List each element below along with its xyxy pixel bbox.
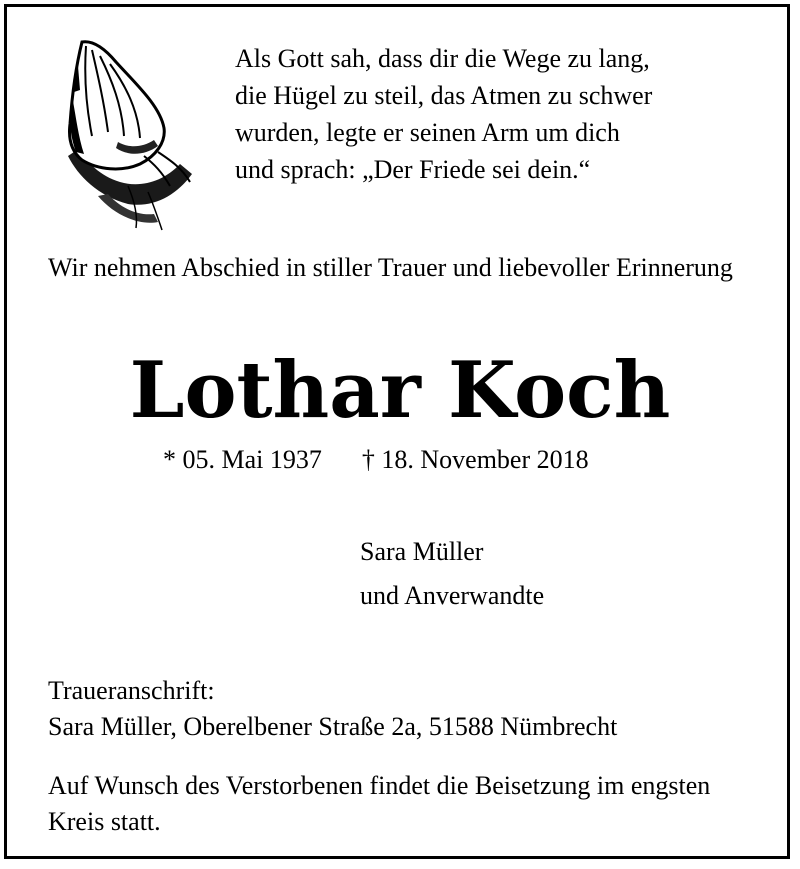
mourner-line: und Anverwandte [360, 581, 545, 610]
death-date: † 18. November 2018 [361, 445, 589, 474]
poem-line: Als Gott sah, dass dir die Wege zu lang, [235, 44, 650, 73]
poem-line: wurden, legte er seinen Arm um dich [235, 118, 620, 147]
birth-date: * 05. Mai 1937 [163, 445, 322, 474]
poem-line: die Hügel zu steil, das Atmen zu schwer [235, 81, 653, 110]
address-label: Traueranschrift: [48, 676, 215, 705]
burial-note: Auf Wunsch des Verstorbenen findet die Beisetzung im engsten Kreis statt. [48, 771, 711, 836]
mourning-address [48, 673, 617, 745]
intro-text: Wir nehmen Abschied in stiller Trauer und liebevoller Erinnerung [48, 253, 733, 282]
poem-line: und sprach: „Der Friede sei dein.“ [235, 155, 591, 184]
deceased-name: Lothar Koch [129, 345, 671, 436]
mourner-line: Sara Müller [360, 537, 484, 566]
life-dates [163, 442, 589, 478]
address-line: Sara Müller, Oberelbener Straße 2a, 51588 Nümbrecht [48, 712, 618, 741]
poem [235, 40, 785, 188]
praying-hands-icon [58, 36, 198, 232]
mourners [360, 530, 544, 618]
